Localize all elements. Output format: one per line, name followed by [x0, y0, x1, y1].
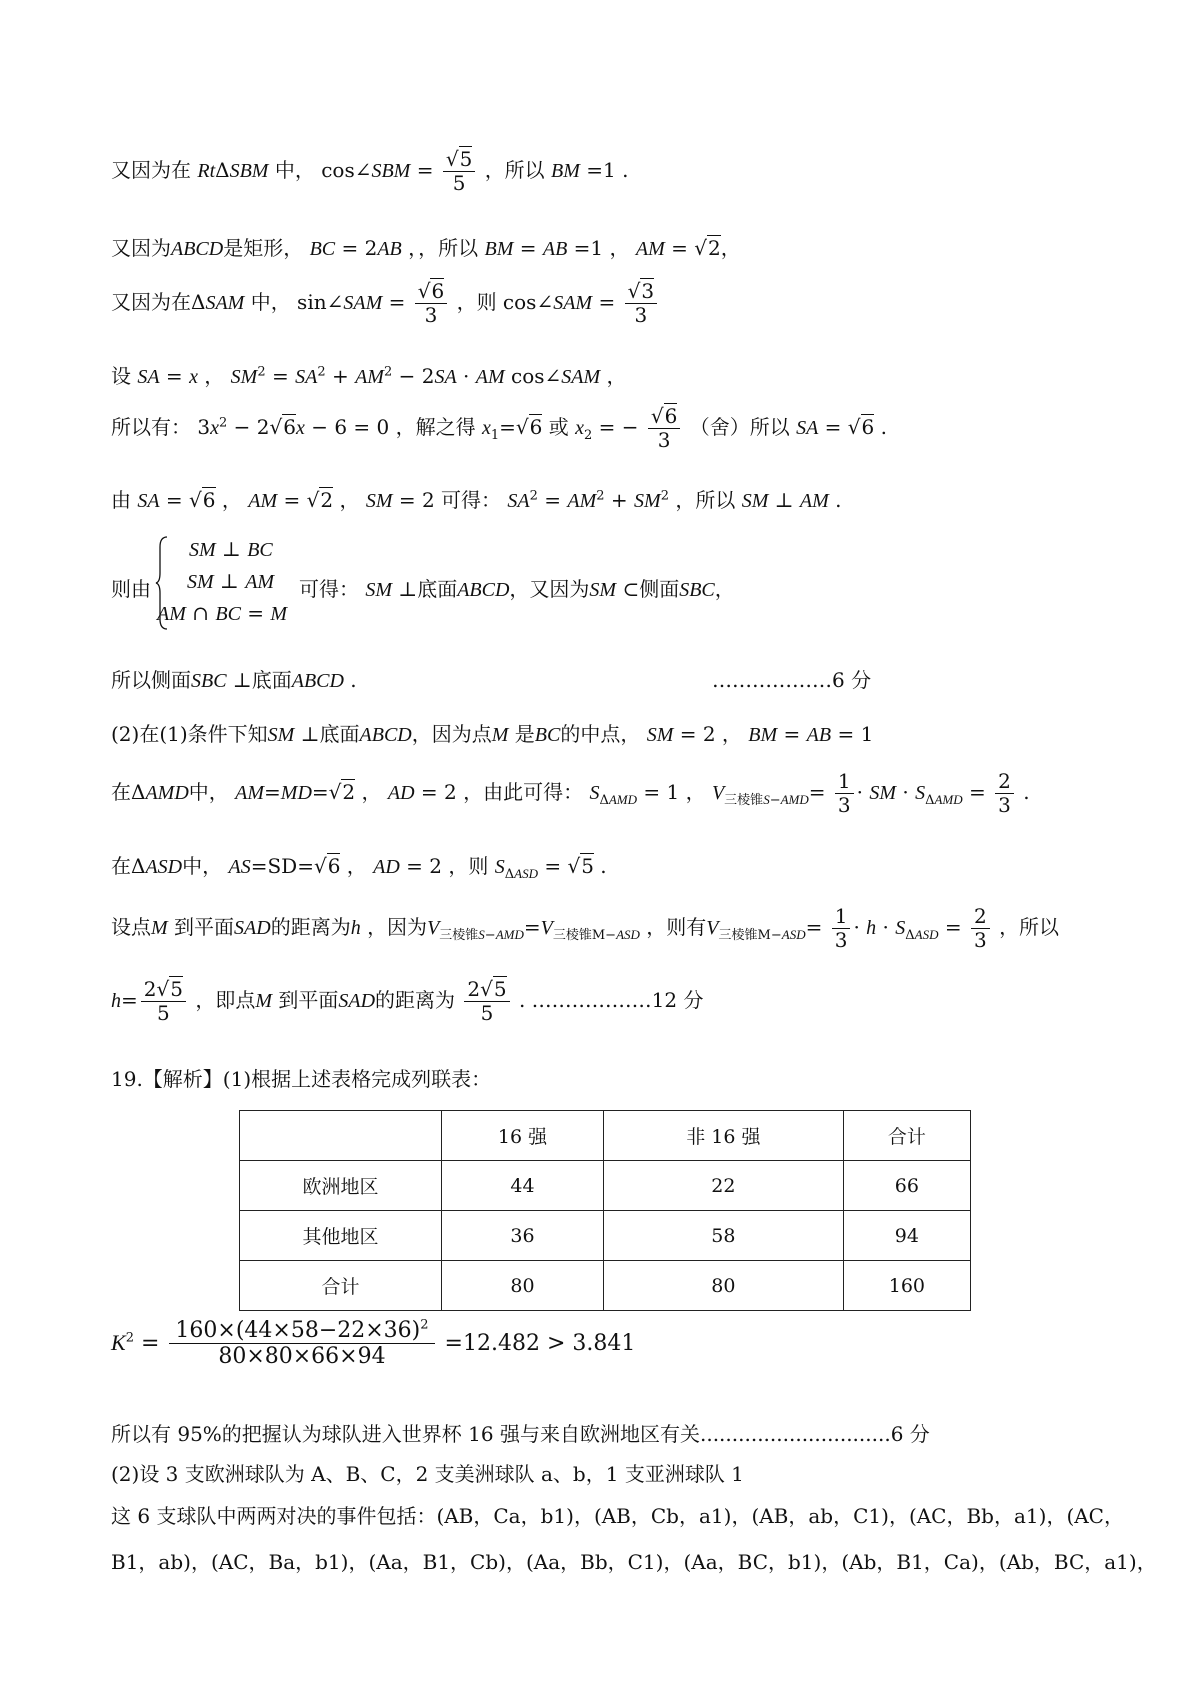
table-header-row — [240, 1111, 971, 1161]
text: 底面 — [319, 722, 360, 746]
q19-heading — [111, 1063, 491, 1092]
table-row — [240, 1161, 971, 1211]
table-cell: 非 16 强 — [604, 1111, 844, 1161]
text: 在 — [111, 854, 131, 878]
text: ，所以 — [418, 236, 479, 260]
table-cell: 16 强 — [442, 1111, 604, 1161]
text: 又因为在 — [111, 158, 191, 182]
table-cell: 94 — [843, 1211, 970, 1261]
text: 到平面 — [174, 915, 235, 939]
text: 的距离为 — [375, 988, 456, 1012]
table-cell: 66 — [843, 1161, 970, 1211]
text: 设 — [111, 364, 131, 388]
line-11: 在ΔASD中， AS=SD=√6 ， AD = 2 ，则 $S_{\Delta ASD} = √5$ . — [111, 854, 607, 882]
table-cell: 80 — [442, 1261, 604, 1311]
line-2: 又因为ABCD是矩形， BC = 2AB ，，所以 BM = AB =1 ， AM = √2， — [111, 236, 741, 260]
line-12: 设点M 到平面SAD的距离为h ，因为$V_{三棱锥S-AMD}=V_{三棱锥M-ASD}$ ，则有$V_{三棱锥M-ASD}=$ $\frac{1}{3}$ · $h \cdot S_{\Delta ASD}$ = $\frac{2}{3}$ ，所以 — [111, 904, 1060, 952]
line-6: 由 SA = √6 ， AM = √2 ， SM = 2 可得： $SA^2 = AM^2 + SM^2$ ，所以 SM ⊥ AM . — [111, 488, 842, 512]
score-6 — [712, 664, 871, 693]
text: ………………12 分 — [531, 988, 704, 1012]
text: 19.【解析】(1)根据上述表格完成列联表： — [111, 1067, 492, 1091]
text: 或 — [548, 415, 569, 439]
text: 在 — [111, 780, 131, 804]
text: 中， — [250, 290, 291, 314]
text: 所以有 95%的把握认为球队进入世界杯 16 强与来自欧洲地区有关..............................6 分 — [111, 1422, 930, 1446]
text: 又因为在 — [111, 290, 191, 314]
text: 则由 — [111, 577, 151, 601]
contingency-table — [239, 1110, 971, 1311]
events-line-1 — [111, 1500, 1124, 1529]
text: 是矩形， — [223, 236, 304, 260]
text: 的中点， — [560, 722, 641, 746]
text: (2)设 3 支欧洲球队为 A、B、C，2 支美洲球队 a、b，1 支亚洲球队 1 — [111, 1462, 744, 1486]
text: 所以侧面 — [111, 668, 191, 692]
line-13: h= $\frac{2√5}{5}$ ，即点M 到平面SAD的距离为 $\frac{2√5}{5}$ . ………………12 分 — [111, 977, 704, 1025]
text: 中， — [274, 158, 315, 182]
k2-formula: $K^2$ = $\frac{160\times(44\times 58-22\times 36)^2}{80\times 80\times 66\times 94}$ =12.482 > 3.841 — [111, 1317, 636, 1370]
table-cell: 36 — [442, 1211, 604, 1261]
conclusion — [111, 1418, 930, 1447]
text: 到平面 — [278, 988, 339, 1012]
table-cell: 44 — [442, 1161, 604, 1211]
part2-intro — [111, 1458, 744, 1487]
text: ，所以 — [484, 158, 545, 182]
text: 又因为 — [111, 236, 171, 260]
text: ，解之得 — [395, 415, 476, 439]
table-cell: 58 — [604, 1211, 844, 1261]
text: 这 6 支球队中两两对决的事件包括：(AB，Ca，b1)，(AB，Cb，a1)，(AB，ab，C1)，(AC，Bb，a1)，(AC， — [111, 1504, 1124, 1528]
table-cell: 合计 — [240, 1261, 442, 1311]
text: ，因为点 — [411, 722, 492, 746]
text: ，所以 — [675, 488, 736, 512]
events-line-2 — [111, 1546, 1157, 1575]
text: (2)在(1)条件下知 — [111, 722, 268, 746]
text: ，所以 — [999, 915, 1060, 939]
table-cell — [240, 1111, 442, 1161]
text: ， — [720, 236, 741, 260]
text: ，则 — [448, 854, 489, 878]
text: 三棱锥 — [724, 793, 764, 808]
line-8: 所以侧面SBC ⊥底面ABCD . — [111, 668, 357, 692]
k2-numerator: 160×(44×58−22×36) — [175, 1318, 421, 1343]
line-3: 又因为在ΔSAM 中， sin∠SAM = $\frac{√6}{3}$ ，则 cos∠SAM = $\frac{√3}{3}$ — [111, 280, 660, 327]
line-10: 在ΔAMD中， AM=MD=√2 ， AD = 2 ，由此可得： $S_{\Delta AMD} = 1$ ， $V_{三棱锥S-AMD}=$ $\frac{1}{3}$ · SM · $S_{\Delta AMD}$ = $\frac{2}{3}$ . — [111, 769, 1030, 817]
table-cell: 22 — [604, 1161, 844, 1211]
table-row — [240, 1261, 971, 1311]
line-9: (2)在(1)条件下知SM ⊥底面ABCD，因为点M 是BC的中点， SM = 2 ， BM = AB = 1 — [111, 722, 874, 746]
text: ，即点 — [195, 988, 256, 1012]
text: B1，ab)，(AC，Ba，b1)，(Aa，B1，Cb)，(Aa，Bb，C1)，(Aa，BC，b1)，(Ab，B1，Ca)，(Ab，BC，a1)， — [111, 1550, 1157, 1574]
line-4: 设 SA = x ， $SM^2 = SA^2 + AM^2 - 2SA$ · AM cos∠SAM ， — [111, 364, 627, 388]
brace-system: 则由 SM ⊥ BC SM ⊥ AM AM ∩ BC = M 可得： SM ⊥底面ABCD，又因为SM ⊂侧面SBC， — [111, 535, 1011, 631]
table-cell: 合计 — [843, 1111, 970, 1161]
k2-denominator: 80×80×66×94 — [218, 1344, 386, 1370]
text: 设点 — [111, 915, 151, 939]
table-cell: 80 — [604, 1261, 844, 1311]
text: ，因为 — [367, 915, 428, 939]
text: 三棱锥 — [439, 928, 479, 943]
text: ，又因为 — [509, 577, 590, 601]
text: 由 — [111, 488, 131, 512]
text: 中， — [182, 854, 223, 878]
text: 侧面 — [639, 577, 680, 601]
table-row — [240, 1211, 971, 1261]
line-1: 又因为在 RtΔSBM 中， cos∠SBM = $\frac{√5}{5}$ ，所以 BM =1 . — [111, 147, 629, 195]
text: 中， — [188, 780, 229, 804]
text: 可得： — [299, 577, 359, 601]
text: 三棱锥 — [552, 928, 592, 943]
text: 可得： — [441, 488, 502, 512]
text: ，由此可得： — [463, 780, 584, 804]
table-cell: 其他地区 — [240, 1211, 442, 1261]
text: 底面 — [251, 668, 292, 692]
text: ………………6 分 — [712, 668, 872, 692]
table-cell: 160 — [843, 1261, 970, 1311]
text: ，则 — [456, 290, 497, 314]
text: 是 — [514, 722, 535, 746]
text: 的距离为 — [270, 915, 351, 939]
table-cell: 欧洲地区 — [240, 1161, 442, 1211]
k2-result: =12.482 > 3.841 — [444, 1330, 636, 1356]
text: 底面 — [417, 577, 458, 601]
text: 所以有： — [111, 415, 191, 439]
text: ，则有 — [646, 915, 707, 939]
line-5: 所以有： $3x^2 - 2√6x - 6 = 0$ ，解之得 $x_1=√6$ 或 $x_2$ = − $\frac{√6}{3}$ （舍）所以 SA = √6 . — [111, 404, 887, 452]
text: （舍）所以 — [689, 415, 790, 439]
text: 三棱锥 — [718, 928, 758, 943]
